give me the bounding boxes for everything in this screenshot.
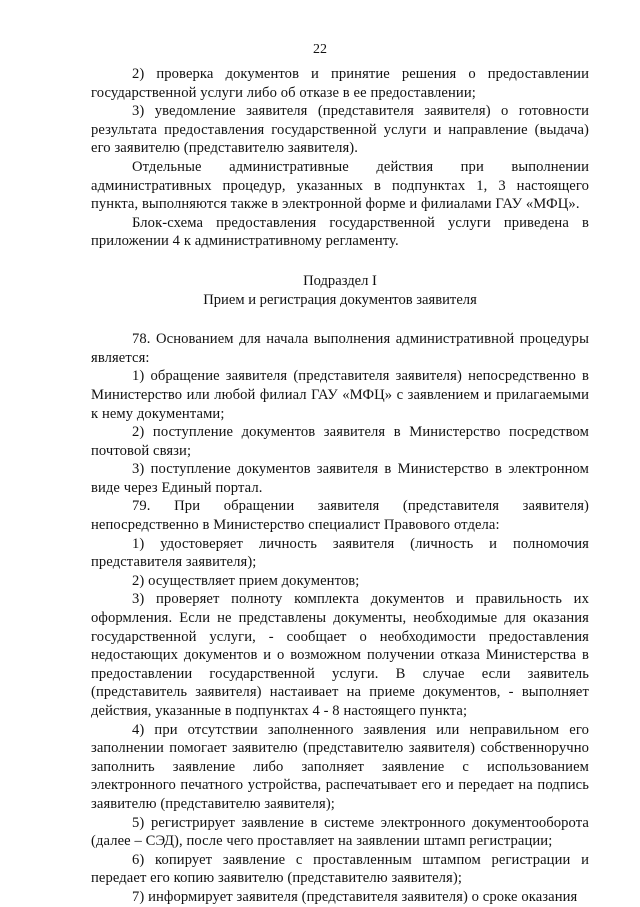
subsection-title: Подраздел I [303, 272, 377, 289]
paragraph: 1) обращение заявителя (представителя заявителя) непосредственно в Министерство или любой филиал ГАУ «МФЦ» с заявлением и прилагаемыми к нему документами; [91, 368, 589, 422]
document-body [91, 65, 589, 907]
paragraph: 2) поступление документов заявителя в Министерство посредством почтовой связи; [91, 424, 589, 459]
paragraph: 1) удостоверяет личность заявителя (личность и полномочия представителя заявителя); [91, 535, 589, 571]
paragraph: 3) поступление документов заявителя в Министерство в электронном виде через Единый портал. [91, 461, 589, 496]
paragraph: 7) информирует заявителя (представителя заявителя) о сроке оказания [132, 888, 578, 905]
paragraph: 3) проверяет полноту комплекта документов и правильность их оформления. Если не представлены документы, необходимые для оказания государственной услуги, - сообщает о необходимости предоставления недостающих документов и о возможном получении отказа Министерства в предоставлении государственной услуги. В случае если заявитель (представитель заявителя) настаивает на приеме документов, - выполняет действия, указанные в подпунктах 4 - 8 настоящего пункта; [91, 591, 589, 719]
paragraph: 6) копирует заявление с проставленным штампом регистрации и передает его копию заявителю (представителю заявителя); [91, 851, 589, 887]
subsection-heading [91, 272, 589, 309]
paragraph: 2) проверка документов и принятие решения о предоставлении государственной услуги либо об отказе в ее предоставлении; [91, 66, 589, 101]
paragraph: Отдельные административные действия при выполнении административных процедур, указанных в подпунктах 1, 3 настоящего пункта, выполняются также в электронной форме и филиалами ГАУ «МФЦ». [91, 158, 589, 213]
paragraph: 78. Основанием для начала выполнения административной процедуры является: [91, 331, 589, 366]
paragraph: 2) осуществляет прием документов; [132, 572, 360, 589]
subsection-subtitle: Прием и регистрация документов заявителя [203, 291, 477, 308]
paragraph: 4) при отсутствии заполненного заявления или неправильном его заполнении помогает заявителю (представителю заявителя) собственноручно заполнить заявление либо заполняет заявление с использованием электронного печатного устройства, распечатывает его и передает на подпись заявителю (представителю заявителя); [91, 721, 589, 812]
paragraph: Блок-схема предоставления государственной услуги приведена в приложении 4 к административному регламенту. [91, 214, 589, 250]
paragraph: 5) регистрирует заявление в системе электронного документооборота (далее – СЭД), после чего проставляет на заявлении штамп регистрации; [91, 814, 589, 850]
paragraph: 79. При обращении заявителя (представителя заявителя) непосредственно в Министерство специалист Правового отдела: [91, 498, 589, 534]
page-number: 22 [313, 42, 327, 57]
paragraph: 3) уведомление заявителя (представителя заявителя) о готовности результата предоставления государственной услуги и направление (выдача) его заявителю (представителю заявителя). [91, 103, 589, 157]
